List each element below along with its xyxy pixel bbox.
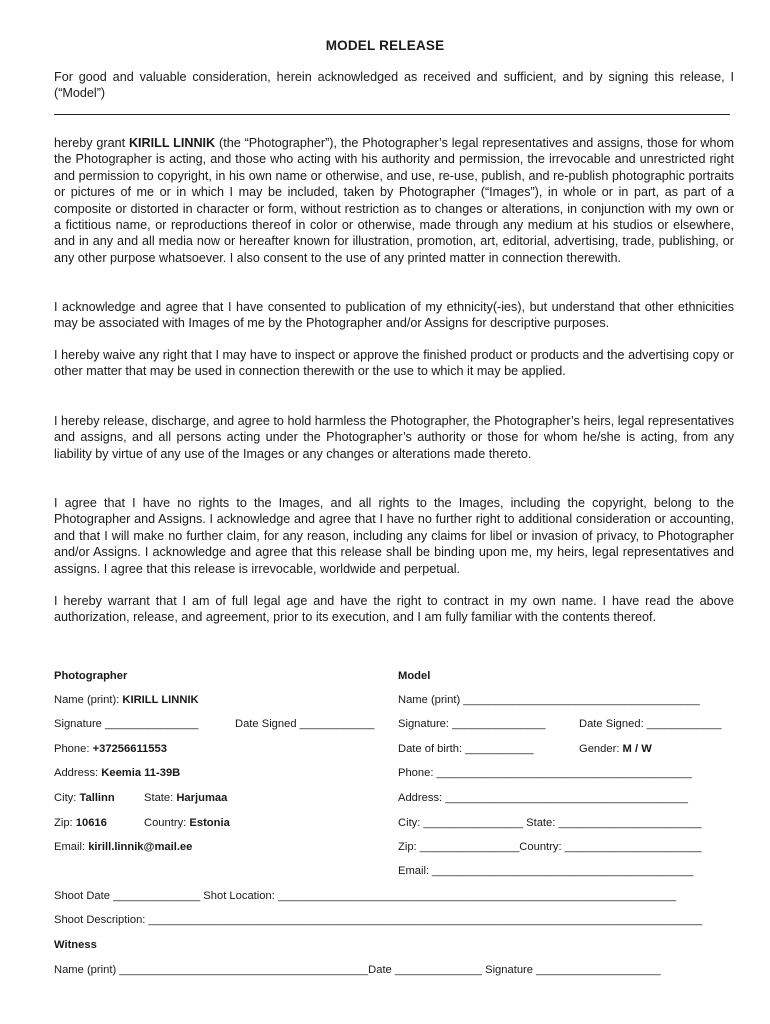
release-paragraph: I hereby release, discharge, and agree to hold harmless the Photographer, the Photographer’s heirs, legal representatives and assigns, and all persons acting under the Photographer’s authority or those for whom he/she is acting, from any liability by virtue of any use of the Images or any changes or alterations made thereto.: [54, 414, 734, 461]
model-email-field[interactable]: Email: __________________________________________: [398, 865, 694, 877]
photographer-email-value: kirill.linnik@mail.ee: [88, 841, 193, 853]
model-zip-country-field[interactable]: Zip: ________________Country: ______________________: [398, 841, 702, 853]
intro-paragraph: For good and valuable consideration, herein acknowledged as received and sufficient, and by signing this release, I (“Model”): [54, 70, 734, 101]
photographer-zip-label: Zip:: [54, 817, 76, 829]
photographer-phone-label: Phone:: [54, 743, 93, 755]
model-gender-field[interactable]: [579, 743, 652, 755]
ethnicity-paragraph: I acknowledge and agree that I have consented to publication of my ethnicity(-ies), but understand that other ethnicities may be associated with Images of me by the Photographer and/or Assigns for descriptive purposes.: [54, 300, 734, 331]
photographer-city-value: Tallinn: [79, 792, 115, 804]
model-name-field[interactable]: Name (print) ______________________________________: [398, 694, 700, 706]
model-heading: Model: [398, 670, 431, 682]
document-title: MODEL RELEASE: [325, 38, 445, 53]
model-address-field[interactable]: Address: _______________________________________: [398, 792, 688, 804]
model-name-blank-line: [54, 114, 730, 115]
witness-heading: Witness: [54, 939, 97, 951]
photographer-name-field: [54, 694, 199, 706]
model-gender-value: M / W: [622, 743, 652, 755]
model-gender-label: Gender:: [579, 743, 623, 755]
photographer-heading: Photographer: [54, 670, 128, 682]
grant-paragraph: [54, 135, 734, 266]
photographer-state-label: State:: [144, 792, 177, 804]
photographer-address-value: Keemia 11-39B: [101, 767, 181, 779]
photographer-country-label: Country:: [144, 817, 190, 829]
photographer-state-field: [144, 792, 227, 804]
grant-photographer-name: KIRILL LINNIK: [128, 136, 216, 150]
photographer-zip-value: 10616: [75, 817, 107, 829]
photographer-date-signed-field[interactable]: Date Signed ____________: [235, 718, 375, 730]
rights-paragraph: I agree that I have no rights to the Images, and all rights to the Images, including the copyright, belong to the Photographer and Assigns. I acknowledge and agree that I have no further right to additional consideration or accounting, and that I will make no further claim, for any reason, including any claims for libel or invasion of privacy, to Photographer and/or Assigns. I acknowledge and agree that this release shall be binding upon me, my heirs, legal representatives and assigns. I agree that this release is irrevocable, worldwide and perpetual.: [54, 496, 734, 576]
warranty-paragraph: I hereby warrant that I am of full legal age and have the right to contract in my own name. I have read the above authorization, release, and agreement, prior to its execution, and I am fully familiar with the contents thereof.: [54, 594, 734, 625]
photographer-email-field: [54, 841, 192, 853]
photographer-phone-field: [54, 743, 167, 755]
photographer-signature-field[interactable]: Signature _______________: [54, 718, 199, 730]
photographer-address-label: Address:: [54, 767, 102, 779]
photographer-phone-value: +37256611553: [92, 743, 167, 755]
model-phone-field[interactable]: Phone: _________________________________________: [398, 767, 692, 779]
waiver-paragraph: I hereby waive any right that I may have to inspect or approve the finished product or products and the advertising copy or other matter that may be used in connection therewith or the use to which it may be applied.: [54, 348, 734, 379]
model-signature-field[interactable]: Signature: _______________: [398, 718, 546, 730]
witness-line-field[interactable]: Name (print) ________________________________________Date ______________ Signature ____________________: [54, 964, 661, 976]
photographer-zip-field: [54, 817, 107, 829]
model-date-signed-field[interactable]: Date Signed: ____________: [579, 718, 722, 730]
shoot-description-field[interactable]: Shoot Description: _________________________________________________________________________________________: [54, 914, 703, 926]
photographer-city-field: [54, 792, 115, 804]
photographer-name-label: Name (print):: [54, 694, 123, 706]
photographer-city-label: City:: [54, 792, 80, 804]
photographer-state-value: Harjumaa: [176, 792, 228, 804]
model-date-of-birth-field[interactable]: Date of birth: ___________: [398, 743, 534, 755]
photographer-country-value: Estonia: [189, 817, 230, 829]
photographer-country-field: [144, 817, 230, 829]
model-city-state-field[interactable]: City: ________________ State: _______________________: [398, 817, 702, 829]
grant-rest: (the “Photographer”), the Photographer’s legal representatives and assigns, those for whom the Photographer is acting, and those who acting with his authority and permission, the irrevocable and unrestricted right and permission to copyright, in his own name or otherwise, and use, re-use, publish, and re-publish photographic portraits or pictures of me or in which I may be included, taken by Photographer (“Images”), in whole or in part, as part of a composite or distorted in character or form, without restriction as to changes or alterations, in conjunction with my own or a fictitious name, or reproductions thereof in color or otherwise, made through any medium at his studios or elsewhere, and in any and all media now or hereafter known for illustration, promotion, art, editorial, advertising, trade, publishing, or any other purpose whatsoever. I also consent to the use of any printed matter in connection therewith.: [54, 136, 734, 265]
shoot-date-location-field[interactable]: Shoot Date ______________ Shot Location: ________________________________________________________________: [54, 890, 677, 902]
grant-prefix: hereby grant: [54, 136, 129, 150]
photographer-address-field: [54, 767, 180, 779]
photographer-email-label: Email:: [54, 841, 89, 853]
photographer-name-value: KIRILL LINNIK: [122, 694, 199, 706]
